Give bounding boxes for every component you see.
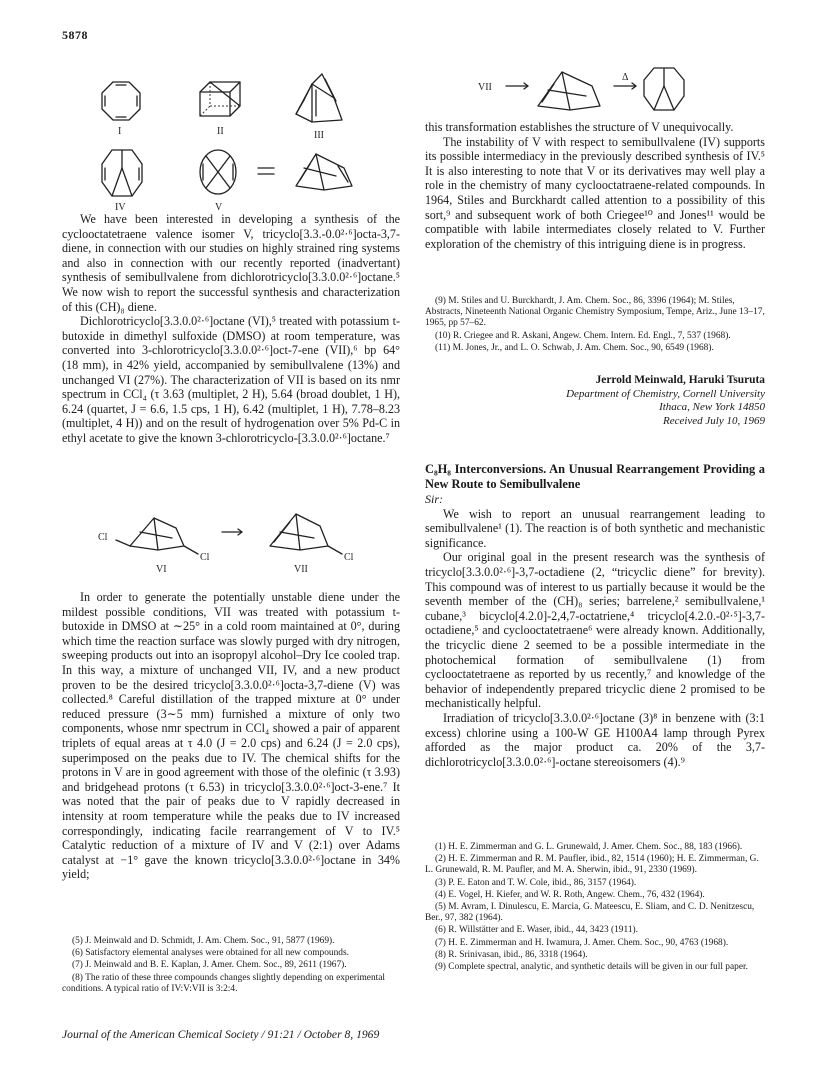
- paragraph: Our original goal in the present research was the synthesis of tricyclo[3.3.0.0²·⁶]-3,7-octadiene (2, “tricyclic diene” for brevity). This compound was of interest to us partially because it would be the seventh member of the (CH)₈ series; barrelene,² semibullvalene,¹ cubane,³ bicyclo[4.2.0]-2,4,7-octatriene,⁴ tricyclo[4.2.0.-0²·⁵]-3,7-octadiene,⁵ and cyclooctatetraene⁶ were already known. Additionally, the tricyclic diene 2 seemed to be a possible intermediate in the photochemical formation of semibullvalene (1) from cyclooctatetraene as reported by us recently,⁷ and knowledge of the behavior of independently prepared tricyclic diene 2 promised to be mechanistically helpful.: [425, 550, 765, 711]
- page-number: 5878: [62, 28, 88, 42]
- footnote: (11) M. Jones, Jr., and L. O. Schwab, J. Am. Chem. Soc., 90, 6549 (1968).: [435, 342, 714, 353]
- label-cl: Cl: [200, 552, 210, 563]
- label-cl: Cl: [98, 532, 108, 543]
- footnote: (4) E. Vogel, H. Kiefer, and W. R. Roth, Angew. Chem., 76, 432 (1964).: [435, 889, 705, 900]
- footnote: (10) R. Criegee and R. Askani, Angew. Chem. Intern. Ed. Engl., 7, 537 (1968).: [435, 330, 731, 341]
- journal-footer: Journal of the American Chemical Society / 91:21 / October 8, 1969: [62, 1028, 380, 1041]
- label-V: V: [215, 202, 223, 213]
- structure-III: [296, 74, 342, 122]
- footnote: (9) Complete spectral, analytic, and synthetic details will be given in our full paper.: [435, 962, 748, 973]
- footnote: (9) M. Stiles and U. Burckhardt, J. Am. Chem. Soc., 86, 3396 (1964); M. Stiles, Abstracts, Nineteenth National Organic Chemistry Symposium, Tempe, Ariz., June 13–17, 1965, pp 57–62.: [425, 296, 765, 329]
- footnote: (7) J. Meinwald and B. E. Kaplan, J. Amer. Chem. Soc., 89, 2611 (1967).: [72, 960, 347, 971]
- paragraph: The instability of V with respect to semibullvalene (IV) supports its possible intermediacy in the previously described synthesis of IV.⁵ It is also interesting to note that V or its derivatives may well play a role in the chemistry of many cyclooctatraene-related compounds. In 1964, Stiles and Burckhardt called attention to a possibility of this sort,⁹ and subsequent work of both Criegee¹⁰ and Jones¹¹ would be compatible with labile intermediates closely related to V. Further exploration of the chemistry of this intriguing diene is in progress.: [425, 134, 765, 251]
- structure-V-perspective: [296, 154, 352, 190]
- left-column-bottom: [62, 590, 400, 882]
- structure-IV: [102, 150, 142, 196]
- label-II: II: [217, 126, 224, 137]
- signature-block: [425, 374, 765, 428]
- left-footnotes: [62, 936, 400, 996]
- footnote: (6) Satisfactory elemental analyses were obtained for all new compounds.: [72, 948, 349, 959]
- author-names: Jerrold Meinwald, Haruki Tsuruta: [595, 374, 765, 386]
- paragraph: this transformation establishes the structure of V unequivocally.: [425, 120, 734, 134]
- footnote: (1) H. E. Zimmerman and G. L. Grunewald, J. Amer. Chem. Soc., 88, 183 (1966).: [435, 842, 743, 852]
- footnote: (3) P. E. Eaton and T. W. Cole, ibid., 86, 3157 (1964).: [435, 877, 637, 888]
- label-IV: IV: [115, 202, 126, 213]
- footnote: (5) J. Meinwald and D. Schmidt, J. Am. Chem. Soc., 91, 5877 (1969).: [72, 936, 335, 946]
- footnote: (8) The ratio of these three compounds changes slightly depending on experimental conditions. A typical ratio of IV:V:VII is 3:2:4.: [62, 972, 386, 994]
- footnote: (2) H. E. Zimmerman and R. M. Paufler, ibid., 82, 1514 (1960); H. E. Zimmerman, G. L. Grunewald, R. M. Paufler, and M. A. Sherwin, ibid., 91, 2330 (1969).: [425, 854, 759, 876]
- footnote: (5) M. Avram, I. Dinulescu, E. Marcia, G. Mateescu, E. Sliam, and C. D. Nenitzescu, Ber., 97, 382 (1964).: [425, 902, 755, 924]
- paragraph: We have been interested in developing a synthesis of the cyclooctatetraene valence isomer V, tricyclo[3.3.-0.0²·⁶]octa-3,7-diene, in connection with our studies on highly strained ring systems and also in connection with our recently reported (inadvertant) synthesis of semibullvalene from dichlorotricyclo[3.3.0.0²·⁶]octane.⁵ We now wish to report the successful synthesis and characterization of this (CH)₈ diene.: [62, 212, 400, 314]
- label-III: III: [314, 130, 324, 141]
- structure-II: [200, 82, 240, 116]
- label-VI: VI: [156, 564, 167, 575]
- label-I: I: [118, 126, 122, 137]
- article-title: C₈H₈ Interconversions. An Unusual Rearrangement Providing a New Route to Semibullvalene: [425, 462, 765, 491]
- footnote: (6) R. Willstätter and E. Waser, ibid., 44, 3423 (1911).: [435, 925, 638, 936]
- city: Ithaca, New York 14850: [659, 401, 765, 414]
- scheme-VI-VII: [98, 506, 370, 578]
- scheme-VII-V-IV: [470, 60, 770, 120]
- label-VII: VII: [294, 564, 308, 575]
- right-footnotes-2: [425, 842, 765, 974]
- paragraph: Dichlorotricyclo[3.3.0.0²·⁶]octane (VI),⁵ treated with potassium t-butoxide in dimethyl sulfoxide (DMSO) at room temperature, was converted into 3-chlorotricyclo[3.3.0.0²·⁶]oct-7-ene (VII),⁶ bp 64° (18 mm), in 42% yield, accompanied by semibullvalene (13%) and unchanged VI (27%). The characterization of VII is based on its nmr spectrum in CCl₄ (τ 3.63 (multiplet, 2 H), 5.64 (broad doublet, 1 H), 6.24 (quartet, J = 6.6, 1.5 cps, 1 H), 6.42 (multiplet, 1 H), 7.78–8.23 (multiplet, 4 H)) and on the result of hydrogenation over 5% Pd-C in ethyl acetate to give the known 3-chlorotricyclo-[3.3.0.0²·⁶]octane.⁷: [62, 314, 400, 445]
- structure-VII: [270, 514, 342, 554]
- paragraph: In order to generate the potentially unstable diene under the mildest possible conditions, VII was treated with potassium t-butoxide in DMSO at ∼25° in a cold room maintained at 0°, during which time the reaction surface was slowly purged with dry nitrogen, sweeping products out into an isopropyl alcohol–Dry Ice cooled trap. In this way, a mixture of unchanged VII, IV, and a new product proven to be the desired tricyclo[3.3.0.0²·⁶]octa-3,7-diene (V) was collected.⁸ Careful distillation of the trapped mixture at 0° under reduced pressure (3∼5 mm) furnished a mixture of only two components, whose nmr spectrum in CCl₄ showed a pair of apparent triplets of equal areas at τ 4.0 (J = 2.0 cps) and 6.24 (J = 2.0 cps), superimposed on the peaks due to IV. The chemical shifts for the protons in V are in good agreement with those of the olefinic (τ 3.93) and bridgehead protons (τ 6.53) in tricyclo[3.3.0.0²·⁶]oct-3-ene.⁷ It was noted that the pair of peaks due to V rapidly decreased in intensity at room temperature while the peaks due to IV increased correspondingly, indicating facile rearrangement of V to IV.⁵ Catalytic reduction of a mixture of IV and V (2:1) over Adams catalyst at −1° gave the known tricyclo[3.3.0.0²·⁶]octane in 34% yield;: [62, 590, 400, 882]
- paragraph: Irradiation of tricyclo[3.3.0.0²·⁶]octane (3)⁸ in benzene with (3:1 excess) chlorine using a 100-W GE H100A4 lamp through Pyrex afforded as the major product ca. 20% of the 3,7-dichlorotricyclo[3.3.0.0²·⁶]-octane stereoisomers (4).⁹: [425, 710, 765, 769]
- paragraph: We wish to report an unusual rearrangement leading to semibullvalene¹ (1). The reaction is of both synthetic and mechanistic significance.: [425, 506, 765, 550]
- right-column-article: [425, 462, 765, 769]
- structure-VI: [116, 518, 198, 554]
- right-column-top: [425, 120, 765, 251]
- right-footnotes: [425, 296, 765, 355]
- structure-V-perspective: [538, 72, 600, 110]
- label-cl: Cl: [344, 552, 354, 563]
- department: Department of Chemistry, Cornell University: [566, 387, 765, 400]
- structure-I: [102, 82, 140, 120]
- label-delta: Δ: [622, 72, 629, 83]
- structures-figure: [60, 64, 400, 214]
- label-VII: VII: [478, 82, 492, 93]
- salutation: Sir:: [425, 492, 443, 506]
- left-column-top: [62, 212, 400, 446]
- structure-IV: [644, 68, 684, 110]
- received-date: Received July 10, 1969: [662, 414, 765, 427]
- footnote: (8) R. Srinivasan, ibid., 86, 3318 (1964).: [435, 949, 588, 960]
- structure-V: [200, 150, 236, 194]
- footnote: (7) H. E. Zimmerman and H. Iwamura, J. Amer. Chem. Soc., 90, 4763 (1968).: [435, 937, 729, 948]
